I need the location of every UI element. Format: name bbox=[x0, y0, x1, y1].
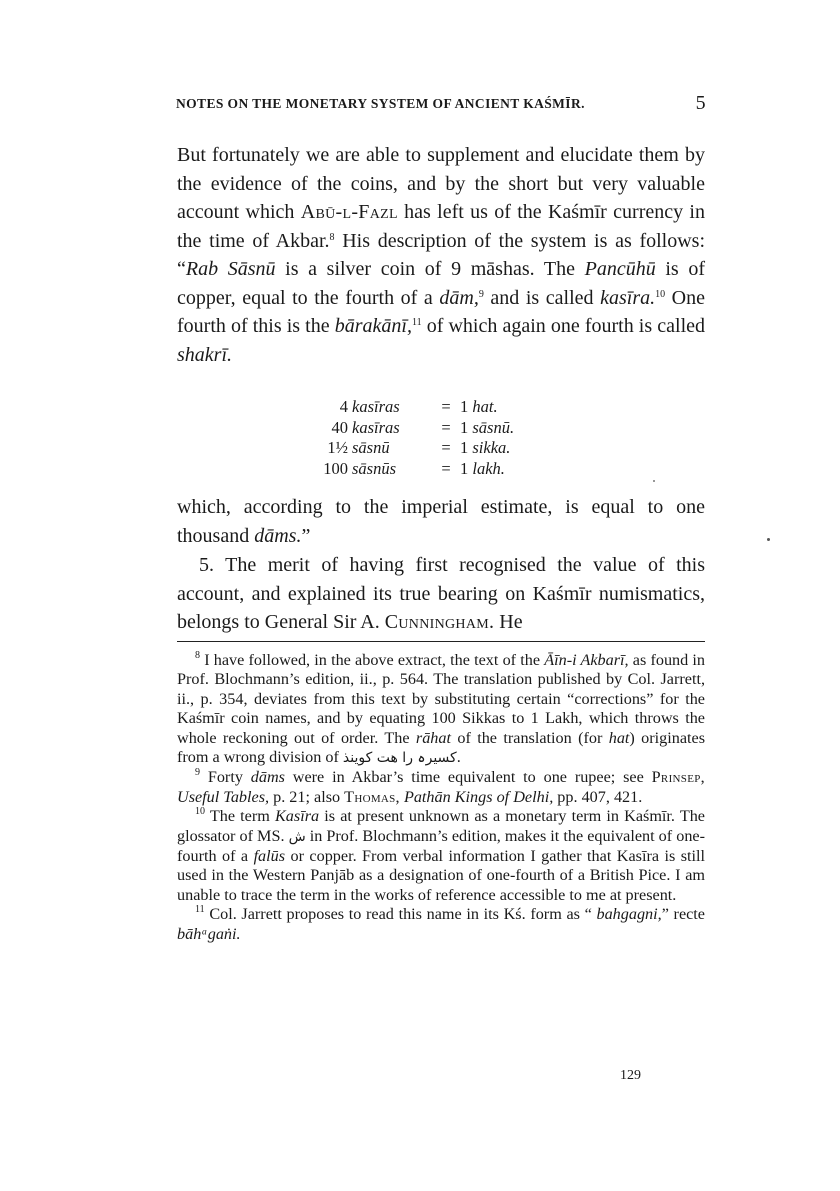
term-ain-i-akbari: Āīn-i Akbarī, bbox=[544, 651, 629, 669]
table-cell: 40 bbox=[331, 417, 348, 437]
term-shakri: shakrī. bbox=[177, 343, 232, 366]
footnote-ref-9: 9 bbox=[478, 288, 484, 300]
book-title: Useful Tables, bbox=[177, 787, 270, 806]
author-name: Prinsep, bbox=[651, 768, 705, 787]
table-cell: = bbox=[441, 438, 451, 457]
table-cell-unit: sāsnū. bbox=[472, 417, 515, 437]
table-cell bbox=[460, 438, 510, 459]
scan-speck bbox=[767, 538, 770, 541]
term-bahagani: bāhᵃgaṅi. bbox=[177, 924, 241, 943]
term-rahat: rāhat bbox=[415, 728, 451, 747]
table-cell-unit: sikka. bbox=[472, 438, 511, 457]
table-cell: 1½ bbox=[327, 438, 348, 457]
text-run: or copper. From verbal information I gather that Kasīra is still used in the Western Panjāb as a designation of one-fourth of a British Pice. I am unable to trace the term in the works of reference accessible to me at present. bbox=[177, 847, 705, 904]
header-title: NOTES ON THE MONETARY SYSTEM OF ANCIENT KAŚMĪR. bbox=[176, 96, 585, 111]
table-cell bbox=[460, 459, 505, 480]
term-barakani: bārakānī, bbox=[334, 315, 412, 337]
text-run: and is called bbox=[483, 286, 601, 309]
table-row bbox=[318, 459, 514, 480]
table-cell bbox=[460, 397, 498, 418]
text-run: of which again one fourth is called bbox=[421, 315, 705, 337]
text-run: His description of the system is as follows: “ bbox=[177, 229, 706, 280]
text-run: 5. The merit of having first recognised the value of this account, and explained its true bearing on Kaśmīr numismatics, belongs to General Sir A. bbox=[177, 554, 705, 633]
text-run: in Prof. Blochmann’s edition, makes it the equivalent of one-fourth of a bbox=[177, 826, 705, 866]
term-rab-sasnu: Rab Sāsnū bbox=[185, 258, 276, 280]
term-falus: falūs bbox=[253, 847, 286, 866]
table-row bbox=[318, 418, 514, 439]
footnote-mark: 11 bbox=[195, 904, 205, 916]
text-run: has left us of the Kaśmīr currency in the time of Akbar. bbox=[177, 201, 705, 252]
text-run: of the translation (for bbox=[450, 728, 609, 747]
table-cell: = bbox=[441, 458, 451, 478]
table-cell-number: 1 bbox=[460, 438, 469, 457]
table-cell: kasīras bbox=[352, 397, 400, 416]
table-cell: 4 bbox=[339, 397, 348, 416]
footer-page-number: 129 bbox=[620, 1068, 641, 1083]
term-dams: dāms. bbox=[254, 524, 302, 547]
text-run: The term bbox=[205, 807, 275, 826]
text-run: were in Akbar’s time equivalent to one rupee; see bbox=[284, 768, 652, 787]
table-cell bbox=[460, 418, 514, 439]
footnote-ref-10: 10 bbox=[655, 288, 666, 300]
text-run: Forty bbox=[200, 768, 251, 787]
text-run: p. 21; also bbox=[269, 787, 345, 806]
footnote-11 bbox=[177, 905, 705, 944]
text-run: is a silver coin of 9 māshas. The bbox=[275, 258, 585, 280]
footnote-mark: 9 bbox=[195, 767, 200, 779]
text-run: ” recte bbox=[661, 905, 705, 924]
text-run: ” bbox=[301, 524, 311, 547]
footnote-9 bbox=[177, 768, 705, 807]
persian-text: کسیرہ را ھت کوینذ bbox=[342, 750, 457, 767]
term-pancuhu: Pancūhū bbox=[584, 258, 656, 280]
table-cell: sāsnū bbox=[352, 438, 390, 457]
persian-text: ش bbox=[288, 828, 306, 845]
footnotes bbox=[177, 651, 705, 944]
term-kasira: Kasīra bbox=[275, 807, 320, 826]
footnote-8 bbox=[177, 651, 705, 768]
table-cell: sāsnūs bbox=[352, 458, 397, 478]
author-name: Thomas, bbox=[344, 787, 400, 806]
text-run: as found in Prof. Blochmann’s edition, ii., p. 564. The translation published by Col. Jarrett, ii., p. 354, deviates from this text by substituting certain “corrections” for the Kaśmīr coin names, and by equating 100 Sikkas to 1 Lakh, which throws the whole reckoning out of order. The bbox=[177, 651, 706, 747]
term-hat: hat bbox=[608, 728, 630, 747]
footnote-ref-11: 11 bbox=[411, 317, 422, 328]
footnote-divider bbox=[177, 641, 705, 642]
term-kasira: kasīra. bbox=[600, 286, 656, 309]
footnote-ref-8: 8 bbox=[329, 231, 335, 243]
header-page-number: 5 bbox=[695, 92, 706, 114]
text-run: which, according to the imperial estimate, is equal to one thousand bbox=[177, 496, 705, 547]
currency-table bbox=[318, 397, 514, 479]
text-run: He bbox=[494, 611, 523, 633]
text-run: But fortunately we are able to supplement and elucidate them by the evidence of the coins, and by the short but very valuable account which bbox=[177, 144, 705, 223]
paragraph-imperial-estimate bbox=[177, 493, 705, 550]
author-name: Abū-l-Fazl bbox=[300, 201, 398, 223]
table-row bbox=[318, 397, 514, 418]
author-name: Cunningham. bbox=[384, 611, 495, 633]
text-run: is of copper, equal to the fourth of a bbox=[177, 258, 706, 309]
text-run: is at present unknown as a monetary term in Kaśmīr. The glossator of MS. bbox=[177, 807, 705, 845]
footnote-mark: 10 bbox=[195, 806, 205, 818]
table-row bbox=[318, 438, 514, 459]
table-cell-number: 1 bbox=[460, 417, 469, 437]
book-title: Pathān Kings of Delhi, bbox=[403, 787, 554, 806]
footnote-10 bbox=[177, 807, 705, 905]
table-cell: 100 bbox=[323, 458, 348, 478]
term-dams: dāms bbox=[250, 768, 285, 787]
text-run: pp. 407, 421. bbox=[553, 787, 643, 806]
footnote-mark: 8 bbox=[195, 650, 200, 661]
table-cell-number: 1 bbox=[460, 397, 469, 416]
term-bahgagni: bahgagni, bbox=[596, 905, 662, 924]
table-cell-unit: lakh. bbox=[472, 458, 505, 478]
text-run: ) originates from a wrong division of bbox=[177, 728, 706, 767]
text-run: Col. Jarrett proposes to read this name in its Kś. form as “ bbox=[204, 905, 597, 924]
term-dam: dām, bbox=[439, 286, 479, 309]
text-run: One fourth of this is the bbox=[177, 286, 706, 337]
paragraph-abu-l-fazl-account bbox=[177, 141, 705, 369]
table-cell: kasīras bbox=[352, 417, 400, 437]
table-cell-unit: hat. bbox=[472, 397, 498, 416]
scan-speck bbox=[653, 480, 655, 482]
table-cell-number: 1 bbox=[460, 458, 469, 478]
text-run: I have followed, in the above extract, the text of the bbox=[200, 651, 545, 669]
text-run: . bbox=[456, 748, 461, 767]
table-cell: = bbox=[441, 397, 451, 416]
paragraph-section-5 bbox=[177, 551, 705, 637]
table-cell: = bbox=[441, 417, 451, 437]
